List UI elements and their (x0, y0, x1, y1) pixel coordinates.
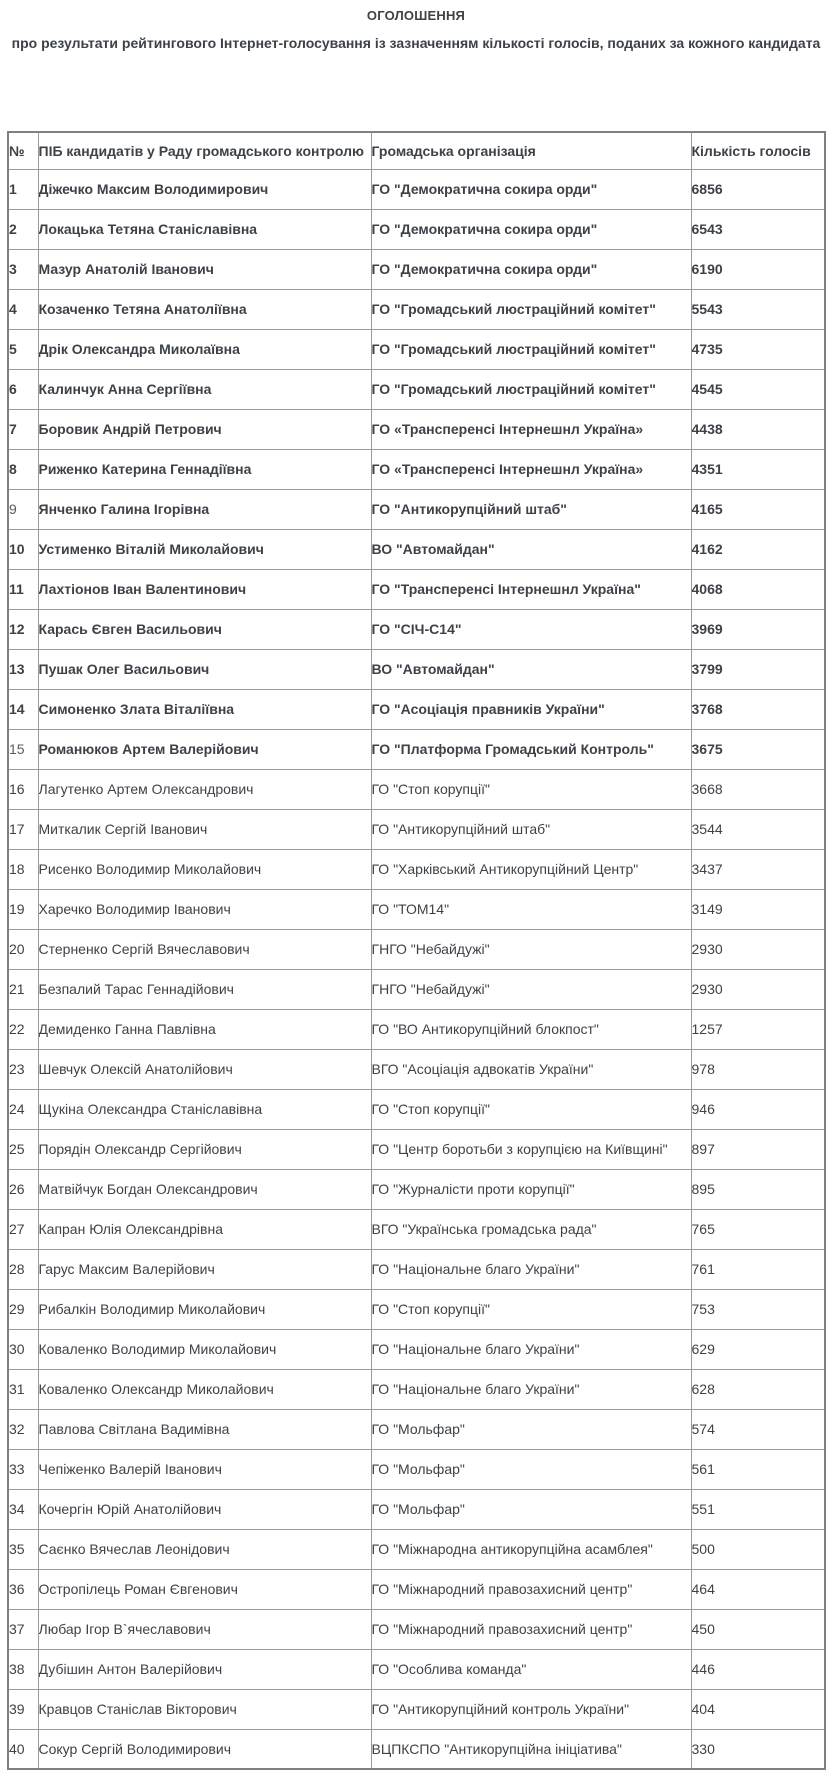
rank-cell: 7 (8, 409, 38, 449)
organization-cell: ГНГО "Небайдужі" (371, 929, 691, 969)
rank-cell: 8 (8, 449, 38, 489)
candidate-name-cell: Павлова Світлана Вадимівна (38, 1409, 371, 1449)
table-row (8, 1689, 825, 1729)
organization-cell: ГО "Міжнародний правозахисний центр" (371, 1569, 691, 1609)
candidate-name-cell: Остропілець Роман Євгенович (38, 1569, 371, 1609)
rank-cell: 15 (8, 729, 38, 769)
rank-cell: 1 (8, 169, 38, 209)
votes-cell: 3668 (691, 769, 825, 809)
table-row (8, 1409, 825, 1449)
candidate-name-cell: Карась Євген Васильович (38, 609, 371, 649)
table-row (8, 929, 825, 969)
table-row (8, 1129, 825, 1169)
rank-cell: 32 (8, 1409, 38, 1449)
table-row (8, 1329, 825, 1369)
table-row (8, 649, 825, 689)
candidate-name-cell: Сокур Сергій Володимирович (38, 1729, 371, 1769)
candidate-name-cell: Козаченко Тетяна Анатоліївна (38, 289, 371, 329)
rank-cell: 11 (8, 569, 38, 609)
rank-cell: 5 (8, 329, 38, 369)
table-row (8, 569, 825, 609)
rank-cell: 30 (8, 1329, 38, 1369)
votes-cell: 4162 (691, 529, 825, 569)
rank-cell: 12 (8, 609, 38, 649)
rank-cell: 39 (8, 1689, 38, 1729)
organization-cell: ВЦПКСПО "Антикорупційна ініціатива" (371, 1729, 691, 1769)
candidate-name-cell: Пушак Олег Васильович (38, 649, 371, 689)
table-row (8, 1489, 825, 1529)
organization-cell: ГО "СІЧ-С14" (371, 609, 691, 649)
organization-cell: ГО "Міжнародний правозахисний центр" (371, 1609, 691, 1649)
table-row (8, 889, 825, 929)
candidate-name-cell: Романюков Артем Валерійович (38, 729, 371, 769)
votes-cell: 404 (691, 1689, 825, 1729)
candidate-name-cell: Щукіна Олександра Станіславівна (38, 1089, 371, 1129)
organization-cell: ГО "Антикорупційний штаб" (371, 809, 691, 849)
organization-cell: ГО "Демократична сокира орди" (371, 249, 691, 289)
table-row (8, 449, 825, 489)
rank-cell: 20 (8, 929, 38, 969)
organization-cell: ГО "Трансперенсі Інтернешнл Україна" (371, 569, 691, 609)
candidate-name-cell: Коваленко Володимир Миколайович (38, 1329, 371, 1369)
table-row (8, 729, 825, 769)
table-row (8, 689, 825, 729)
candidate-name-cell: Дрік Олександра Миколаївна (38, 329, 371, 369)
candidate-name-cell: Янченко Галина Ігорівна (38, 489, 371, 529)
votes-cell: 753 (691, 1289, 825, 1329)
rank-cell: 21 (8, 969, 38, 1009)
candidate-name-cell: Шевчук Олексій Анатолійович (38, 1049, 371, 1089)
rank-cell: 38 (8, 1649, 38, 1689)
table-row (8, 1569, 825, 1609)
organization-cell: ГО "Особлива команда" (371, 1649, 691, 1689)
table-row (8, 1369, 825, 1409)
rank-cell: 26 (8, 1169, 38, 1209)
organization-cell: ГО "Міжнародна антикорупційна асамблея" (371, 1529, 691, 1569)
rank-cell: 4 (8, 289, 38, 329)
col-header-organization: Громадська організація (371, 132, 691, 169)
candidate-name-cell: Локацька Тетяна Станіславівна (38, 209, 371, 249)
table-row (8, 289, 825, 329)
votes-cell: 765 (691, 1209, 825, 1249)
organization-cell: ГО "Громадський люстраційний комітет" (371, 329, 691, 369)
rank-cell: 17 (8, 809, 38, 849)
table-row (8, 809, 825, 849)
votes-cell: 2930 (691, 929, 825, 969)
organization-cell: ВО "Автомайдан" (371, 529, 691, 569)
organization-cell: ГО "Громадський люстраційний комітет" (371, 289, 691, 329)
organization-cell: ГО "ТОМ14" (371, 889, 691, 929)
votes-cell: 574 (691, 1409, 825, 1449)
candidate-name-cell: Кочергін Юрій Анатолійович (38, 1489, 371, 1529)
col-header-candidate-name: ПІБ кандидатів у Раду громадського контролю (38, 132, 371, 169)
candidate-name-cell: Устименко Віталій Миколайович (38, 529, 371, 569)
votes-cell: 4735 (691, 329, 825, 369)
table-row (8, 1649, 825, 1689)
table-row (8, 1249, 825, 1289)
votes-cell: 4165 (691, 489, 825, 529)
organization-cell: ГО "Демократична сокира орди" (371, 209, 691, 249)
organization-cell: ГО "Асоціація правників України" (371, 689, 691, 729)
votes-cell: 6190 (691, 249, 825, 289)
candidate-name-cell: Боровик Андрій Петрович (38, 409, 371, 449)
organization-cell: ГО "Стоп корупції" (371, 1289, 691, 1329)
votes-cell: 3149 (691, 889, 825, 929)
rank-cell: 35 (8, 1529, 38, 1569)
votes-cell: 946 (691, 1089, 825, 1129)
votes-cell: 551 (691, 1489, 825, 1529)
rank-cell: 36 (8, 1569, 38, 1609)
rank-cell: 31 (8, 1369, 38, 1409)
organization-cell: ГО "Національне благо України" (371, 1369, 691, 1409)
candidate-name-cell: Демиденко Ганна Павлівна (38, 1009, 371, 1049)
table-row (8, 409, 825, 449)
table-row (8, 1529, 825, 1569)
table-row (8, 209, 825, 249)
rank-cell: 28 (8, 1249, 38, 1289)
organization-cell: ГО "Мольфар" (371, 1409, 691, 1449)
candidate-name-cell: Кравцов Станіслав Вікторович (38, 1689, 371, 1729)
organization-cell: ГО "ВО Антикорупційний блокпост" (371, 1009, 691, 1049)
organization-cell: ГО "Антикорупційний контроль України" (371, 1689, 691, 1729)
candidate-name-cell: Риженко Катерина Геннадіївна (38, 449, 371, 489)
organization-cell: ГО "Стоп корупції" (371, 1089, 691, 1129)
candidate-name-cell: Мазур Анатолій Іванович (38, 249, 371, 289)
votes-cell: 4438 (691, 409, 825, 449)
votes-cell: 4068 (691, 569, 825, 609)
col-header-number: № (8, 132, 38, 169)
organization-cell: ГО "Платформа Громадський Контроль" (371, 729, 691, 769)
candidate-name-cell: Безпалий Тарас Геннадійович (38, 969, 371, 1009)
table-row (8, 1049, 825, 1089)
table-row (8, 169, 825, 209)
votes-cell: 3437 (691, 849, 825, 889)
votes-cell: 450 (691, 1609, 825, 1649)
votes-cell: 4545 (691, 369, 825, 409)
votes-cell: 3969 (691, 609, 825, 649)
organization-cell: ВО "Автомайдан" (371, 649, 691, 689)
candidate-name-cell: Коваленко Олександр Миколайович (38, 1369, 371, 1409)
votes-cell: 1257 (691, 1009, 825, 1049)
organization-cell: ГНГО "Небайдужі" (371, 969, 691, 1009)
organization-cell: ГО "Стоп корупції" (371, 769, 691, 809)
table-row (8, 1729, 825, 1769)
results-table-body (8, 169, 825, 1769)
rank-cell: 10 (8, 529, 38, 569)
col-header-votes: Кількість голосів (691, 132, 825, 169)
candidate-name-cell: Гарус Максим Валерійович (38, 1249, 371, 1289)
table-row (8, 369, 825, 409)
votes-cell: 978 (691, 1049, 825, 1089)
votes-cell: 897 (691, 1129, 825, 1169)
rank-cell: 16 (8, 769, 38, 809)
candidate-name-cell: Рибалкін Володимир Миколайович (38, 1289, 371, 1329)
table-row (8, 529, 825, 569)
rank-cell: 25 (8, 1129, 38, 1169)
candidate-name-cell: Саєнко Вячеслав Леонідович (38, 1529, 371, 1569)
candidate-name-cell: Рисенко Володимир Миколайович (38, 849, 371, 889)
votes-cell: 628 (691, 1369, 825, 1409)
organization-cell: ГО "Демократична сокира орди" (371, 169, 691, 209)
votes-cell: 5543 (691, 289, 825, 329)
votes-cell: 6856 (691, 169, 825, 209)
candidate-name-cell: Діжечко Максим Володимирович (38, 169, 371, 209)
voting-results-table (7, 131, 826, 1770)
candidate-name-cell: Миткалик Сергій Іванович (38, 809, 371, 849)
organization-cell: ГО "Харківський Антикорупційний Центр" (371, 849, 691, 889)
organization-cell: ГО "Мольфар" (371, 1449, 691, 1489)
table-row (8, 1449, 825, 1489)
candidate-name-cell: Любар Ігор В`ячеславович (38, 1609, 371, 1649)
rank-cell: 24 (8, 1089, 38, 1129)
rank-cell: 9 (8, 489, 38, 529)
votes-cell: 4351 (691, 449, 825, 489)
organization-cell: ГО "Центр боротьби з корупцією на Київщині" (371, 1129, 691, 1169)
table-row (8, 849, 825, 889)
candidate-name-cell: Лахтіонов Іван Валентинович (38, 569, 371, 609)
rank-cell: 40 (8, 1729, 38, 1769)
rank-cell: 14 (8, 689, 38, 729)
rank-cell: 37 (8, 1609, 38, 1649)
table-row (8, 769, 825, 809)
candidate-name-cell: Калинчук Анна Сергіївна (38, 369, 371, 409)
table-row (8, 969, 825, 1009)
table-row (8, 1209, 825, 1249)
votes-cell: 6543 (691, 209, 825, 249)
organization-cell: ВГО "Українська громадська рада" (371, 1209, 691, 1249)
rank-cell: 18 (8, 849, 38, 889)
organization-cell: ГО "Громадський люстраційний комітет" (371, 369, 691, 409)
organization-cell: ГО "Національне благо України" (371, 1329, 691, 1369)
votes-cell: 561 (691, 1449, 825, 1489)
organization-cell: ГО "Мольфар" (371, 1489, 691, 1529)
organization-cell: ВГО "Асоціація адвокатів України" (371, 1049, 691, 1089)
candidate-name-cell: Харечко Володимир Іванович (38, 889, 371, 929)
votes-cell: 446 (691, 1649, 825, 1689)
table-row (8, 609, 825, 649)
table-row (8, 329, 825, 369)
votes-cell: 2930 (691, 969, 825, 1009)
candidate-name-cell: Чепіженко Валерій Іванович (38, 1449, 371, 1489)
organization-cell: ГО «Трансперенсі Інтернешнл Україна» (371, 449, 691, 489)
votes-cell: 629 (691, 1329, 825, 1369)
votes-cell: 330 (691, 1729, 825, 1769)
table-row (8, 1289, 825, 1329)
rank-cell: 13 (8, 649, 38, 689)
table-header-row (8, 132, 825, 169)
votes-cell: 3768 (691, 689, 825, 729)
candidate-name-cell: Капран Юлія Олександрівна (38, 1209, 371, 1249)
rank-cell: 22 (8, 1009, 38, 1049)
candidate-name-cell: Матвійчук Богдан Олександрович (38, 1169, 371, 1209)
table-row (8, 1089, 825, 1129)
candidate-name-cell: Порядін Олександр Сергійович (38, 1129, 371, 1169)
votes-cell: 3544 (691, 809, 825, 849)
table-row (8, 1609, 825, 1649)
organization-cell: ГО «Трансперенсі Інтернешнл Україна» (371, 409, 691, 449)
candidate-name-cell: Стерненко Сергій Вячеславович (38, 929, 371, 969)
votes-cell: 895 (691, 1169, 825, 1209)
rank-cell: 6 (8, 369, 38, 409)
votes-cell: 464 (691, 1569, 825, 1609)
rank-cell: 34 (8, 1489, 38, 1529)
organization-cell: ГО "Антикорупційний штаб" (371, 489, 691, 529)
votes-cell: 3799 (691, 649, 825, 689)
rank-cell: 29 (8, 1289, 38, 1329)
organization-cell: ГО "Журналісти проти корупції" (371, 1169, 691, 1209)
rank-cell: 2 (8, 209, 38, 249)
rank-cell: 19 (8, 889, 38, 929)
votes-cell: 761 (691, 1249, 825, 1289)
table-row (8, 1169, 825, 1209)
rank-cell: 23 (8, 1049, 38, 1089)
rank-cell: 27 (8, 1209, 38, 1249)
table-row (8, 249, 825, 289)
organization-cell: ГО "Національне благо України" (371, 1249, 691, 1289)
page-title: ОГОЛОШЕННЯ (366, 8, 466, 23)
table-row (8, 1009, 825, 1049)
table-row (8, 489, 825, 529)
page-subtitle: про результати рейтингового Інтернет-голосування із зазначенням кількості голосів, поданих за кожного кандидата (11, 35, 821, 51)
rank-cell: 3 (8, 249, 38, 289)
candidate-name-cell: Дубішин Антон Валерійович (38, 1649, 371, 1689)
votes-cell: 500 (691, 1529, 825, 1569)
votes-cell: 3675 (691, 729, 825, 769)
rank-cell: 33 (8, 1449, 38, 1489)
candidate-name-cell: Симоненко Злата Віталіївна (38, 689, 371, 729)
candidate-name-cell: Лагутенко Артем Олександрович (38, 769, 371, 809)
